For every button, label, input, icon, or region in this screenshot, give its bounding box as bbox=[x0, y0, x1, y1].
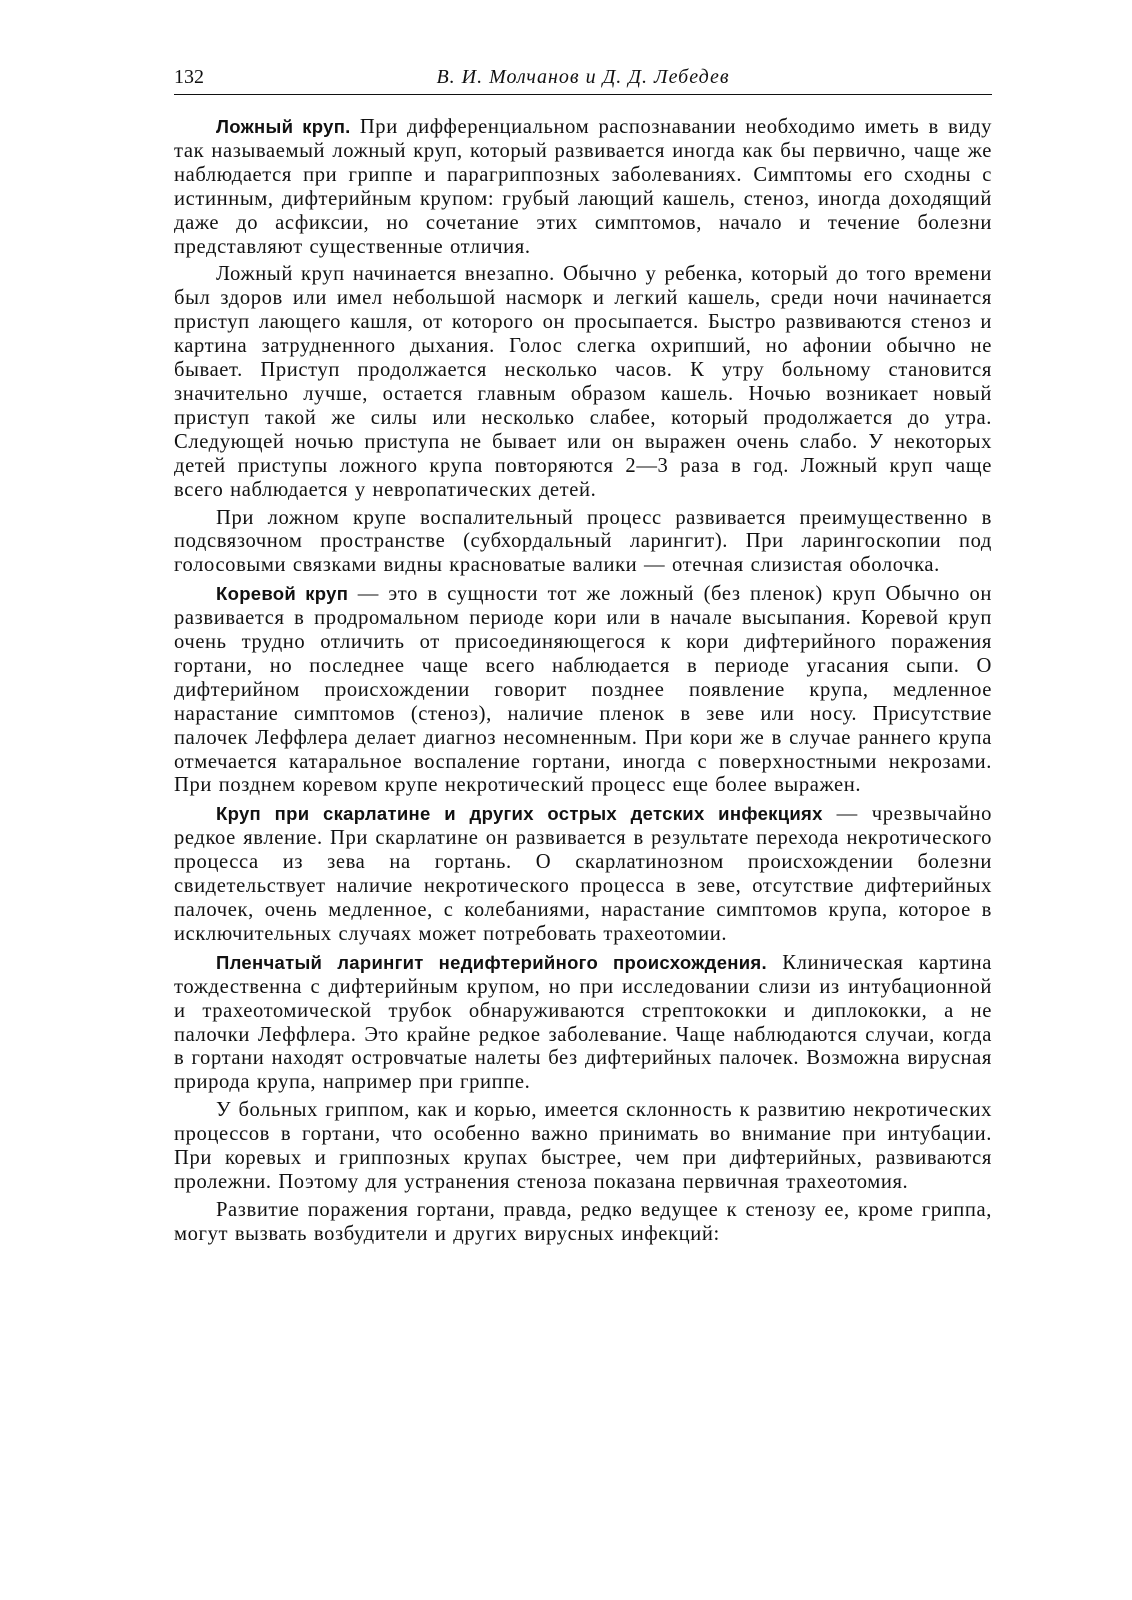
paragraph-text: Клиническая картина тождественна с дифтерийным крупом, но при исследовании слизи из интубационной и трахеотомической трубок обнаруживаются стрептококки и диплококки, а не палочки Леффлера. Это крайне редкое заболевание. Чаще наблюдаются случаи, когда в гортани находят островчатые налеты без дифтерийных палочек. Возможна вирусная природа крупа, например при гриппе. bbox=[174, 951, 992, 1094]
paragraph-lead: Коревой круп bbox=[216, 583, 349, 605]
paragraph-text: При дифференциальном распознавании необходимо иметь в виду так называемый ложный круп, который развивается иногда как бы первично, чаще же наблюдается при гриппе и парагриппозных заболеваниях. Симптомы его сходны с истинным, дифтерийным крупом: грубый лающий кашель, стеноз, иногда доходящий даже до асфиксии, но сочетание этих симптомов, начало и течение болезни представляют существенные отличия. bbox=[174, 116, 992, 258]
paragraph-membranous-laryngitis bbox=[174, 951, 992, 1095]
running-title: В. И. Молчанов и Д. Д. Лебедев bbox=[436, 66, 730, 88]
paragraph-lead: Пленчатый ларингит недифтерийного происхождения. bbox=[216, 951, 767, 973]
running-head bbox=[174, 64, 992, 95]
paragraph-false-croup bbox=[174, 115, 992, 259]
paragraph-false-croup-laryngoscopy bbox=[174, 507, 992, 579]
paragraph-text: Развитие поражения гортани, правда, редко ведущее к стенозу ее, кроме гриппа, могут вызвать возбудители и других вирусных инфекций: bbox=[174, 1198, 992, 1245]
paragraph-lead: Круп при скарлатине и других острых детских инфекциях bbox=[216, 803, 823, 825]
paragraph-text: — чрезвычайно редкое явление. При скарлатине он развивается в результате перехода некротического процесса из зева на гортань. О скарлатинозном происхождении болезни свидетельствует наличие некротического процесса в зеве, отсутствие дифтерийных палочек, очень медленное, с колебаниями, нарастание симптомов крупа, которое в исключительных случаях может потребовать трахеотомии. bbox=[174, 803, 992, 945]
body-text bbox=[174, 115, 992, 1247]
paragraph-lead: Ложный круп. bbox=[216, 116, 351, 137]
paragraph-text: Ложный круп начинается внезапно. Обычно у ребенка, который до того времени был здоров или имел небольшой насморк и легкий кашель, среди ночи начинается приступ лающего кашля, от которого он просыпается. Быстро развиваются стеноз и картина затрудненного дыхания. Голос слегка охрипший, но афонии обычно не бывает. Приступ продолжается несколько часов. К утру больному становится значительно лучше, остается главным образом кашель. Ночью возникает новый приступ такой же силы или несколько слабее, который продолжается до утра. Следующей ночью приступа не бывает или он выражен очень слабо. У некоторых детей приступы ложного крупа повторяются 2—3 раза в год. Ложный круп чаще всего наблюдается у невропатических детей. bbox=[174, 263, 992, 501]
paragraph-text: При ложном крупе воспалительный процесс развивается преимущественно в подсвязочном пространстве (субхордальный ларингит). При ларингоскопии под голосовыми связками видны красноватые валики — отечная слизистая оболочка. bbox=[174, 506, 992, 577]
paragraph-influenza-croup bbox=[174, 1099, 992, 1195]
paragraph-false-croup-course bbox=[174, 263, 992, 502]
paragraph-viral-infections bbox=[174, 1199, 992, 1247]
paragraph-text: — это в сущности тот же ложный (без пленок) круп Обычно он развивается в продромальном периоде кори или в начале высыпания. Коревой круп очень трудно отличить от присоединяющегося к кори дифтерийного поражения гортани, но последнее чаще всего наблюдается в периоде угасания сыпи. О дифтерийном происхождении говорит позднее появление крупа, медленное нарастание симптомов (стеноз), наличие пленок в зеве или носу. Присутствие палочек Леффлера делает диагноз несомненным. При кори же в случае раннего крупа отмечается катаральное воспаление гортани, иногда с поверхностными некрозами. При позднем коревом крупе некротический процесс еще более выражен. bbox=[174, 583, 992, 797]
page-number: 132 bbox=[174, 66, 204, 88]
book-page bbox=[174, 64, 992, 1564]
paragraph-measles-croup bbox=[174, 582, 992, 798]
paragraph-text: У больных гриппом, как и корью, имеется склонность к развитию некротических процессов в гортани, что особенно важно принимать во внимание при интубации. При коревых и гриппозных крупах быстрее, чем при дифтерийных, развиваются пролежни. Поэтому для устранения стеноза показана первичная трахеотомия. bbox=[174, 1099, 992, 1193]
paragraph-scarlet-fever-croup bbox=[174, 802, 992, 946]
